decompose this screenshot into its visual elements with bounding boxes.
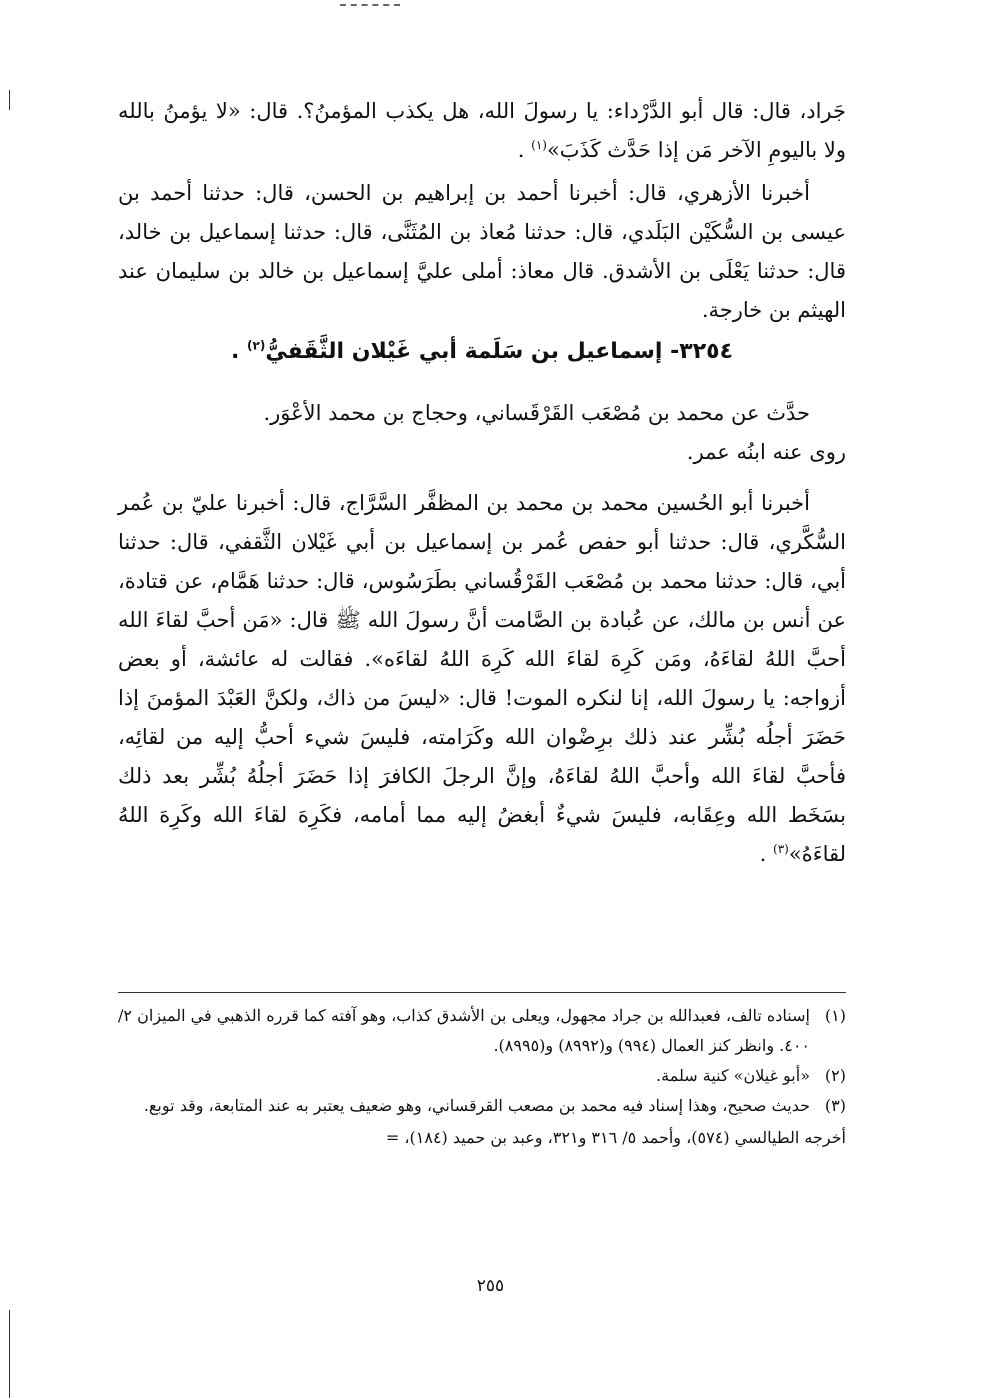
- footnote-1: [118, 1001, 846, 1061]
- paragraph-1-end: .: [517, 138, 532, 162]
- footnote-1-text: إسناده تالف، فعبدالله بن جراد مجهول، ويعلى بن الأشدق كذاب، وهو آفته كما قرره الذهبي في الميزان ٢/ ٤٠٠. وانظر كنز العمال (٩٩٤) و(٨٩٩٢) و(٨٩٩٥).: [118, 1006, 810, 1055]
- main-text: [118, 92, 846, 874]
- scan-mark-top: [340, 4, 400, 8]
- footnotes: [118, 992, 846, 1153]
- paragraph-3-text: أخبرنا أبو الحُسين محمد بن محمد بن المظفَّر السَّرَّاج، قال: أخبرنا عليّ بن عُمر السُّكَّري، قال: حدثنا أبو حفص عُمر بن إسماعيل بن أبي غَيْلان الثَّقفي، قال: حدثنا أبي، قال: حدثنا محمد بن مُصْعَب القَرْقُساني بطَرَسُوس، قال: حدثنا هَمَّام، عن قتادة، عن أنس بن مالك، عن عُبادة بن الصَّامت أنَّ رسولَ الله ﷺ قال: «مَن أحبَّ لقاءَ الله أحبَّ اللهُ لقاءَهُ، ومَن كَرِهَ لقاءَ الله كَرِهَ اللهُ لقاءَه». فقالت له عائشة، أو بعض أزواجه: يا رسولَ الله، إنا لنكره الموت! قال: «ليسَ من ذاك، ولكنَّ العَبْدَ المؤمنَ إذا حَضَرَ أجلُه بُشِّر عند ذلك برِضْوان الله وكَرَامته، فليسَ شيء أحبُّ إليه من لقائِه، فأحبَّ لقاءَ الله وأحبَّ اللهُ لقاءَهُ، وإنَّ الرجلَ الكافرَ إذا حَضَرَ أجلُهُ بُشِّر بعد ذلك بسَخَط الله وعِقَابه، فليسَ شيءٌ أبغضُ إليه مما أمامه، فكَرِهَ لقاءَ الله وكَرِهَ اللهُ لقاءَهُ»: [118, 491, 846, 866]
- page-number: ٢٥٥: [476, 1276, 505, 1296]
- footnote-3-number: (٣): [824, 1096, 846, 1115]
- footnote-2-text: «أبو غيلان» كنية سلمة.: [656, 1066, 810, 1085]
- footnote-2: [118, 1061, 846, 1091]
- paragraph-2: أخبرنا الأزهري، قال: أخبرنا أحمد بن إبراهيم بن الحسن، قال: حدثنا أحمد بن عيسى بن السُّكَيْن البَلَدي، قال: حدثنا مُعاذ بن المُثَنَّى، قال: حدثنا إسماعيل بن خالد، قال: حدثنا يَعْلَى بن الأشدق. قال معاذ: أملى عليَّ إسماعيل بن خالد بن سليمان عند الهيثم بن خارجة.: [118, 181, 846, 322]
- footnote-ref-1: (١): [531, 138, 547, 152]
- footnote-ref-3: (٣): [773, 842, 789, 856]
- paragraph-3-end: .: [759, 842, 774, 866]
- footnote-1-number: (١): [824, 1006, 846, 1025]
- scan-mark-left-top: [9, 90, 10, 110]
- paragraph-1-text: جَراد، قال: قال أبو الدَّرْداء: يا رسولَ الله، هل يكذب المؤمنُ؟. قال: «لا يؤمنُ بالله ولا باليومِ الآخر مَن إذا حَدَّث كَذَبَ»: [118, 99, 846, 162]
- bio-line-2: روى عنه ابنُه عمر.: [686, 440, 846, 464]
- footnote-2-number: (٢): [824, 1066, 846, 1085]
- entry-heading: [118, 332, 846, 372]
- footnote-3: [118, 1091, 846, 1121]
- scan-mark-left-bottom: [9, 1310, 10, 1398]
- footnote-3-continuation: أخرجه الطيالسي (٥٧٤)، وأحمد ٥/ ٣١٦ و٣٢١، وعبد بن حميد (١٨٤)، =: [385, 1128, 846, 1147]
- bio-line-1: حدَّث عن محمد بن مُصْعَب القَرْقَساني، وحجاج بن محمد الأعْوَر.: [263, 401, 810, 425]
- paragraph-3: [118, 484, 846, 874]
- paragraph-1: [118, 92, 846, 170]
- entry-heading-text: ٣٢٥٤- إسماعيل بن سَلَمة أبي غَيْلان الثَّقَفيُّ: [265, 339, 733, 364]
- footnote-3-text: حديث صحيح، وهذا إسناد فيه محمد بن مصعب القرقساني، وهو ضعيف يعتبر به عند المتابعة، وقد توبع.: [143, 1096, 810, 1115]
- entry-heading-end: .: [231, 339, 248, 364]
- footnote-ref-2: (٢): [247, 338, 266, 353]
